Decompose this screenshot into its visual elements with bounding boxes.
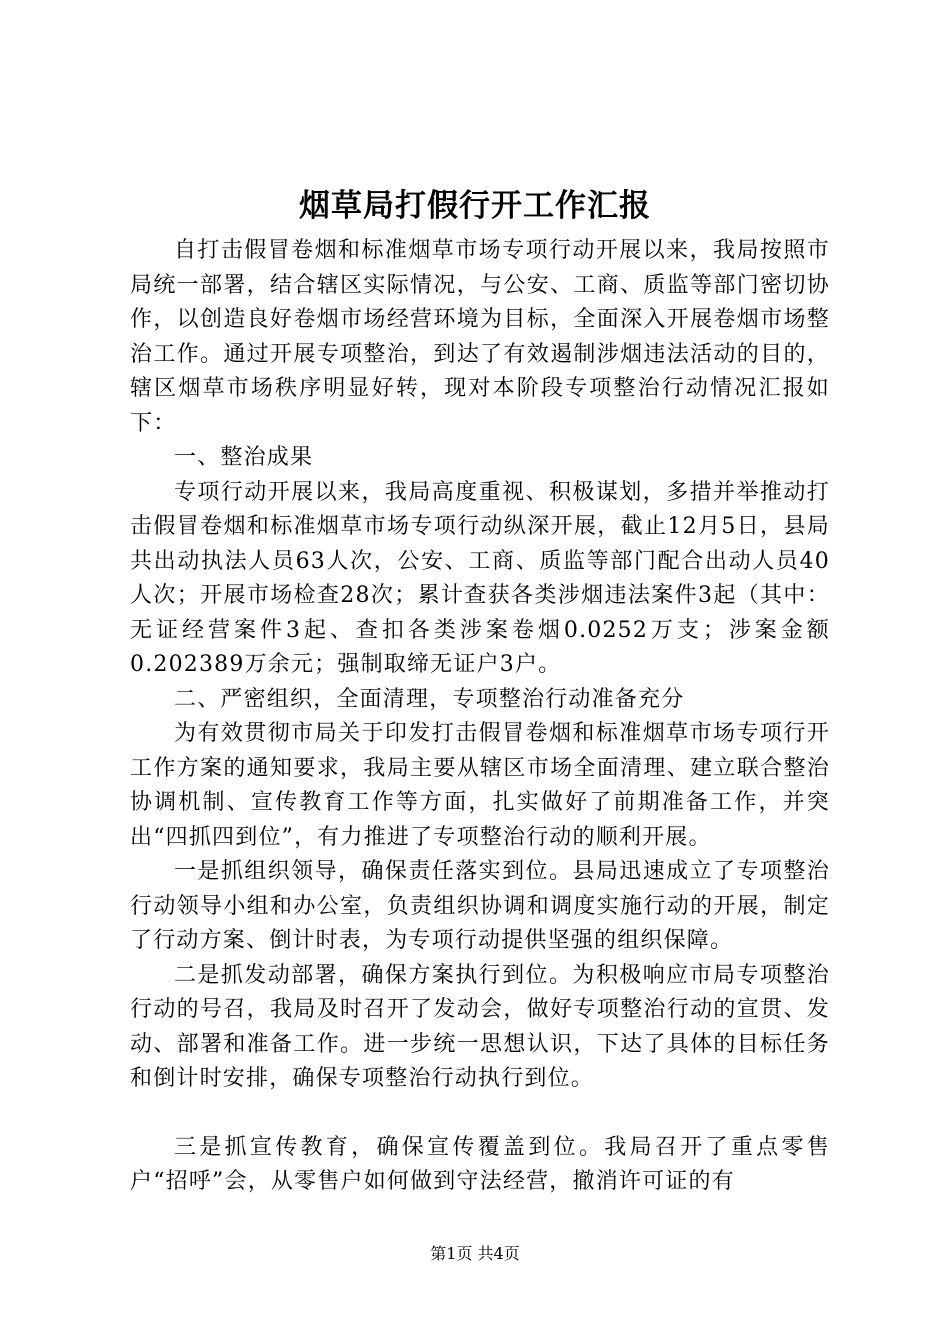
point-two-paragraph: 二是抓发动部署，确保方案执行到位。为积极响应市局专项整治行动的号召，我局及时召开了发动会，做好专项整治行动的宣贯、发动、部署和准备工作。进一步统一思想认识，下达了具体的目标任务和倒计时安排，确保专项整治行动执行到位。	[130, 962, 830, 1091]
section-heading-results: 一、整治成果	[174, 445, 314, 470]
point-three-paragraph: 三是抓宣传教育，确保宣传覆盖到位。我局召开了重点零售户“招呼”会，从零售户如何做到守法经营，撤消许可证的有	[130, 1134, 830, 1194]
intro-paragraph: 自打击假冒卷烟和标准烟草市场专项行动开展以来，我局按照市局统一部署，结合辖区实际情况，与公安、工商、质监等部门密切协作，以创造良好卷烟市场经营环境为目标，全面深入开展卷烟市场整治工作。通过开展专项整治，到达了有效遏制涉烟违法活动的目的，辖区烟草市场秩序明显好转，现对本阶段专项整治行动情况汇报如下：	[130, 238, 830, 436]
results-paragraph: 专项行动开展以来，我局高度重视、积极谋划，多措并举推动打击假冒卷烟和标准烟草市场专项行动纵深开展，截止12月5日，县局共出动执法人员63人次，公安、工商、质监等部门配合出动人员40人次；开展市场检查28次；累计查获各类涉烟违法案件3起（其中：无证经营案件3起、查扣各类涉案卷烟0.0252万支；涉案金额0.202389万余元；强制取缔无证户3户。	[130, 479, 830, 677]
document-title: 烟草局打假行开工作汇报	[299, 188, 651, 224]
document-body	[130, 234, 830, 1200]
section-heading-organization: 二、严密组织，全面清理，专项整治行动准备充分	[174, 686, 685, 712]
page-number-footer: 第1页 共4页	[430, 1244, 520, 1263]
organization-paragraph: 为有效贯彻市局关于印发打击假冒卷烟和标准烟草市场专项行开工作方案的通知要求，我局主要从辖区市场全面清理、建立联合整治协调机制、宣传教育工作等方面，扎实做好了前期准备工作，并突出“四抓四到位”，有力推进了专项整治行动的顺利开展。	[130, 721, 830, 850]
point-one-paragraph: 一是抓组织领导，确保责任落实到位。县局迅速成立了专项整治行动领导小组和办公室，负责组织协调和调度实施行动的开展，制定了行动方案、倒计时表，为专项行动提供坚强的组织保障。	[130, 859, 830, 953]
